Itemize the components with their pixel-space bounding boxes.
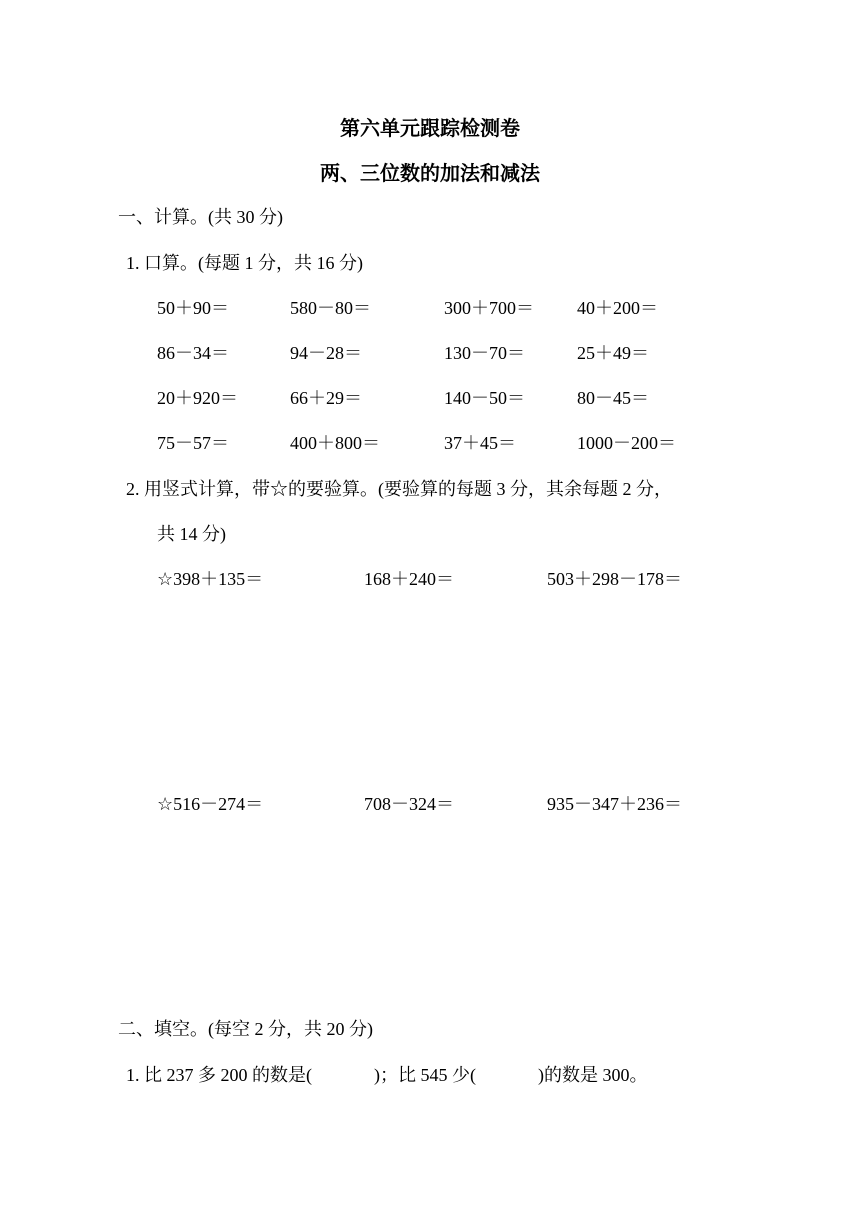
oral-calc-item: 130－70＝	[444, 343, 525, 363]
oral-calc-item: 75－57＝	[157, 433, 229, 453]
page-title: 第六单元跟踪检测卷	[340, 116, 520, 140]
oral-calc-item: 50＋90＝	[157, 298, 229, 318]
fill-blank-text: )的数是 300。	[538, 1065, 648, 1085]
oral-calc-item: 94－28＝	[290, 343, 362, 363]
oral-calc-item: 80－45＝	[577, 388, 649, 408]
vertical-calc-item: ☆516－274＝	[157, 794, 264, 814]
oral-calc-item: 66＋29＝	[290, 388, 362, 408]
oral-calc-item: 40＋200＝	[577, 298, 658, 318]
oral-calc-item: 1000－200＝	[577, 433, 676, 453]
question-1-heading: 1. 口算。(每题 1 分，共 16 分)	[126, 253, 363, 273]
vertical-calc-item: 708－324＝	[364, 794, 454, 814]
oral-calc-item: 20＋920＝	[157, 388, 238, 408]
fill-blank-question-1	[126, 1063, 648, 1087]
page-subtitle: 两、三位数的加法和减法	[320, 161, 540, 185]
section-1-heading: 一、计算。(共 30 分)	[118, 207, 283, 227]
oral-calc-item: 140－50＝	[444, 388, 525, 408]
fill-blank-text: )；比 545 少(	[374, 1065, 476, 1085]
section-2-heading: 二、填空。(每空 2 分，共 20 分)	[118, 1019, 373, 1039]
vertical-calc-item: 503＋298－178＝	[547, 569, 682, 589]
oral-calc-item: 300＋700＝	[444, 298, 534, 318]
vertical-calc-item: ☆398＋135＝	[157, 569, 264, 589]
oral-calc-item: 580－80＝	[290, 298, 371, 318]
oral-calc-item: 86－34＝	[157, 343, 229, 363]
question-2-heading: 2. 用竖式计算，带☆的要验算。(要验算的每题 3 分，其余每题 2 分，	[126, 479, 672, 499]
fill-blank-text: 1. 比 237 多 200 的数是(	[126, 1065, 312, 1085]
vertical-calc-item: 935－347＋236＝	[547, 794, 682, 814]
question-2-heading-continued: 共 14 分)	[157, 524, 226, 544]
vertical-calc-item: 168＋240＝	[364, 569, 454, 589]
oral-calc-item: 25＋49＝	[577, 343, 649, 363]
oral-calc-item: 400＋800＝	[290, 433, 380, 453]
oral-calc-item: 37＋45＝	[444, 433, 516, 453]
